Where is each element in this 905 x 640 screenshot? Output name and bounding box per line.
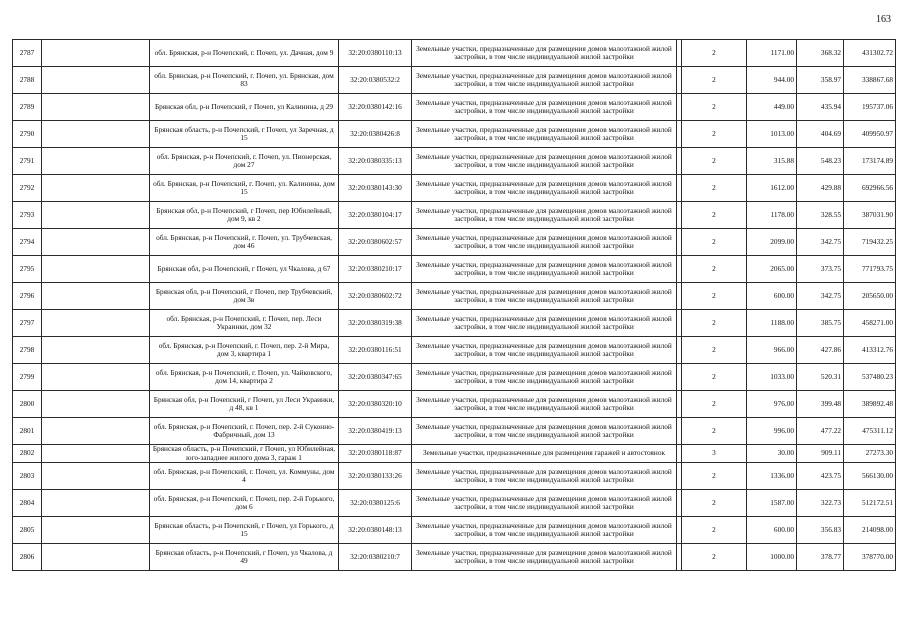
row-address: Брянская обл, р-н Почепский, г Почеп, пер Трубчевский, дом 3в xyxy=(150,283,339,310)
row-cadastral-value: 512172.51 xyxy=(844,490,896,517)
row-address: обл. Брянская, р-н Почепский, г. Почеп, пер. 2-й Суконно-Фабричный, дом 13 xyxy=(150,418,339,445)
row-number: 2803 xyxy=(13,463,42,490)
row-rate: 378.77 xyxy=(797,544,844,571)
row-land-use: Земельные участки, предназначенные для размещения домов малоэтажной жилой застройки, в том числе индивидуальной жилой застройки xyxy=(412,229,677,256)
row-cadastral-number: 32:20:0380210:17 xyxy=(339,256,412,283)
row-category: 2 xyxy=(682,175,747,202)
row-spacer xyxy=(42,337,150,364)
row-number: 2787 xyxy=(13,40,42,67)
row-spacer xyxy=(42,94,150,121)
row-cadastral-value: 173174.89 xyxy=(844,148,896,175)
table-row xyxy=(13,310,896,337)
row-cadastral-number: 32:20:0380602:72 xyxy=(339,283,412,310)
row-area: 1000.00 xyxy=(747,544,797,571)
row-cadastral-number: 32:20:0380319:38 xyxy=(339,310,412,337)
row-address: Брянская область, р-н Почепский, г Почеп, ул Чкалова, д 49 xyxy=(150,544,339,571)
row-land-use: Земельные участки, предназначенные для размещения гаражей и автостоянок xyxy=(412,445,677,463)
table-row xyxy=(13,463,896,490)
row-cadastral-value: 537480.23 xyxy=(844,364,896,391)
row-cadastral-value: 387031.90 xyxy=(844,202,896,229)
row-spacer xyxy=(42,463,150,490)
row-category: 2 xyxy=(682,517,747,544)
row-land-use: Земельные участки, предназначенные для размещения домов малоэтажной жилой застройки, в том числе индивидуальной жилой застройки xyxy=(412,391,677,418)
row-area: 315.88 xyxy=(747,148,797,175)
row-area: 600.00 xyxy=(747,283,797,310)
row-area: 1587.00 xyxy=(747,490,797,517)
row-rate: 427.86 xyxy=(797,337,844,364)
row-rate: 477.22 xyxy=(797,418,844,445)
row-number: 2789 xyxy=(13,94,42,121)
row-spacer xyxy=(42,67,150,94)
row-area: 1188.00 xyxy=(747,310,797,337)
row-area: 1013.00 xyxy=(747,121,797,148)
row-area: 1336.00 xyxy=(747,463,797,490)
row-cadastral-value: 719432.25 xyxy=(844,229,896,256)
row-rate: 423.75 xyxy=(797,463,844,490)
row-land-use: Земельные участки, предназначенные для размещения домов малоэтажной жилой застройки, в том числе индивидуальной жилой застройки xyxy=(412,121,677,148)
row-cadastral-value: 431302.72 xyxy=(844,40,896,67)
table-row xyxy=(13,544,896,571)
row-area: 966.00 xyxy=(747,337,797,364)
row-rate: 342.75 xyxy=(797,229,844,256)
table-row xyxy=(13,391,896,418)
row-land-use: Земельные участки, предназначенные для размещения домов малоэтажной жилой застройки, в том числе индивидуальной жилой застройки xyxy=(412,544,677,571)
row-spacer xyxy=(42,364,150,391)
row-cadastral-number: 32:20:0380133:26 xyxy=(339,463,412,490)
row-spacer xyxy=(42,148,150,175)
row-rate: 435.94 xyxy=(797,94,844,121)
row-number: 2797 xyxy=(13,310,42,337)
row-number: 2798 xyxy=(13,337,42,364)
table-row xyxy=(13,148,896,175)
table-row xyxy=(13,67,896,94)
row-cadastral-number: 32:20:0380110:13 xyxy=(339,40,412,67)
row-land-use: Земельные участки, предназначенные для размещения домов малоэтажной жилой застройки, в том числе индивидуальной жилой застройки xyxy=(412,94,677,121)
page-number: 163 xyxy=(876,14,891,25)
row-category: 3 xyxy=(682,445,747,463)
row-number: 2806 xyxy=(13,544,42,571)
row-cadastral-value: 413312.76 xyxy=(844,337,896,364)
row-address: обл. Брянская, р-н Почепский, г. Почеп, ул. Коммуны, дом 4 xyxy=(150,463,339,490)
table-row xyxy=(13,40,896,67)
row-number: 2800 xyxy=(13,391,42,418)
table-row xyxy=(13,364,896,391)
row-category: 2 xyxy=(682,121,747,148)
row-land-use: Земельные участки, предназначенные для размещения домов малоэтажной жилой застройки, в том числе индивидуальной жилой застройки xyxy=(412,418,677,445)
row-cadastral-number: 32:20:0380210:7 xyxy=(339,544,412,571)
row-area: 1178.00 xyxy=(747,202,797,229)
row-spacer xyxy=(42,445,150,463)
row-spacer xyxy=(42,391,150,418)
row-category: 2 xyxy=(682,94,747,121)
row-cadastral-value: 566130.00 xyxy=(844,463,896,490)
table-row xyxy=(13,256,896,283)
row-number: 2801 xyxy=(13,418,42,445)
row-rate: 368.32 xyxy=(797,40,844,67)
row-cadastral-number: 32:20:0380118:87 xyxy=(339,445,412,463)
row-number: 2788 xyxy=(13,67,42,94)
row-address: обл. Брянская, р-н Почепский, г. Почеп, ул. Чайковского, дом 14, квартира 2 xyxy=(150,364,339,391)
row-cadastral-number: 32:20:0380602:57 xyxy=(339,229,412,256)
row-land-use: Земельные участки, предназначенные для размещения домов малоэтажной жилой застройки, в том числе индивидуальной жилой застройки xyxy=(412,310,677,337)
row-spacer xyxy=(42,283,150,310)
row-area: 2065.00 xyxy=(747,256,797,283)
table-row xyxy=(13,283,896,310)
row-category: 2 xyxy=(682,391,747,418)
row-rate: 373.75 xyxy=(797,256,844,283)
row-spacer xyxy=(42,121,150,148)
table-row xyxy=(13,94,896,121)
row-address: обл. Брянская, р-н Почепский, г. Почеп, ул. Трубчевская, дом 46 xyxy=(150,229,339,256)
row-address: обл. Брянская, р-н Почепский, г. Почеп, ул. Дачная, дом 9 xyxy=(150,40,339,67)
row-rate: 328.55 xyxy=(797,202,844,229)
row-address: обл. Брянская, р-н Почепский, г. Почеп, пер. 2-й Мира, дом 3, квартира 1 xyxy=(150,337,339,364)
row-area: 449.00 xyxy=(747,94,797,121)
row-land-use: Земельные участки, предназначенные для размещения домов малоэтажной жилой застройки, в том числе индивидуальной жилой застройки xyxy=(412,148,677,175)
row-cadastral-number: 32:20:0380532:2 xyxy=(339,67,412,94)
row-cadastral-value: 195737.06 xyxy=(844,94,896,121)
table-row xyxy=(13,202,896,229)
row-area: 1033.00 xyxy=(747,364,797,391)
row-area: 2099.00 xyxy=(747,229,797,256)
row-rate: 520.31 xyxy=(797,364,844,391)
row-number: 2790 xyxy=(13,121,42,148)
row-number: 2795 xyxy=(13,256,42,283)
row-cadastral-value: 475311.12 xyxy=(844,418,896,445)
row-cadastral-value: 214098.00 xyxy=(844,517,896,544)
row-address: Брянская область, р-н Почепский, г Почеп, ул Заречная, д 15 xyxy=(150,121,339,148)
row-spacer xyxy=(42,40,150,67)
row-cadastral-number: 32:20:0380125:6 xyxy=(339,490,412,517)
row-cadastral-value: 27273.30 xyxy=(844,445,896,463)
row-cadastral-value: 205650.00 xyxy=(844,283,896,310)
row-spacer xyxy=(42,418,150,445)
row-cadastral-value: 409950.97 xyxy=(844,121,896,148)
row-spacer xyxy=(42,490,150,517)
row-cadastral-value: 378770.00 xyxy=(844,544,896,571)
row-land-use: Земельные участки, предназначенные для размещения домов малоэтажной жилой застройки, в том числе индивидуальной жилой застройки xyxy=(412,283,677,310)
row-rate: 358.97 xyxy=(797,67,844,94)
row-cadastral-number: 32:20:0380116:51 xyxy=(339,337,412,364)
row-cadastral-number: 32:20:0380335:13 xyxy=(339,148,412,175)
row-area: 30.00 xyxy=(747,445,797,463)
row-rate: 548.23 xyxy=(797,148,844,175)
table-body xyxy=(13,40,896,571)
table-row xyxy=(13,445,896,463)
row-category: 2 xyxy=(682,67,747,94)
row-land-use: Земельные участки, предназначенные для размещения домов малоэтажной жилой застройки, в том числе индивидуальной жилой застройки xyxy=(412,202,677,229)
row-category: 2 xyxy=(682,463,747,490)
row-land-use: Земельные участки, предназначенные для размещения домов малоэтажной жилой застройки, в том числе индивидуальной жилой застройки xyxy=(412,517,677,544)
row-land-use: Земельные участки, предназначенные для размещения домов малоэтажной жилой застройки, в том числе индивидуальной жилой застройки xyxy=(412,67,677,94)
row-category: 2 xyxy=(682,40,747,67)
row-cadastral-number: 32:20:0380320:10 xyxy=(339,391,412,418)
row-cadastral-value: 692966.56 xyxy=(844,175,896,202)
row-spacer xyxy=(42,256,150,283)
row-spacer xyxy=(42,310,150,337)
row-area: 996.00 xyxy=(747,418,797,445)
table-row xyxy=(13,229,896,256)
row-cadastral-value: 458271.00 xyxy=(844,310,896,337)
row-cadastral-value: 389892.48 xyxy=(844,391,896,418)
row-address: Брянская область, р-н Почепский, г Почеп, ул Юбилейная, юго-западнее жилого дома 3, гараж 1 xyxy=(150,445,339,463)
row-spacer xyxy=(42,229,150,256)
row-land-use: Земельные участки, предназначенные для размещения домов малоэтажной жилой застройки, в том числе индивидуальной жилой застройки xyxy=(412,256,677,283)
row-address: Брянская обл, р-н Почепский, г Почеп, ул Чкалова, д 67 xyxy=(150,256,339,283)
row-spacer xyxy=(42,517,150,544)
row-number: 2802 xyxy=(13,445,42,463)
row-category: 2 xyxy=(682,229,747,256)
row-category: 2 xyxy=(682,490,747,517)
row-cadastral-number: 32:20:0380426:8 xyxy=(339,121,412,148)
row-rate: 385.75 xyxy=(797,310,844,337)
row-spacer xyxy=(42,175,150,202)
row-category: 2 xyxy=(682,418,747,445)
row-rate: 356.83 xyxy=(797,517,844,544)
row-category: 2 xyxy=(682,256,747,283)
row-number: 2804 xyxy=(13,490,42,517)
row-number: 2796 xyxy=(13,283,42,310)
row-area: 1612.00 xyxy=(747,175,797,202)
row-land-use: Земельные участки, предназначенные для размещения домов малоэтажной жилой застройки, в том числе индивидуальной жилой застройки xyxy=(412,364,677,391)
row-address: обл. Брянская, р-н Почепский, г. Почеп, пер. 2-й Горького, дом 6 xyxy=(150,490,339,517)
row-land-use: Земельные участки, предназначенные для размещения домов малоэтажной жилой застройки, в том числе индивидуальной жилой застройки xyxy=(412,463,677,490)
row-cadastral-value: 338867.68 xyxy=(844,67,896,94)
table-row xyxy=(13,418,896,445)
row-area: 976.00 xyxy=(747,391,797,418)
row-rate: 429.88 xyxy=(797,175,844,202)
row-cadastral-value: 771793.75 xyxy=(844,256,896,283)
row-spacer xyxy=(42,202,150,229)
row-category: 2 xyxy=(682,310,747,337)
row-address: обл. Брянская, р-н Почепский, г. Почеп, ул. Брянская, дом 83 xyxy=(150,67,339,94)
land-register-table xyxy=(12,39,896,571)
row-land-use: Земельные участки, предназначенные для размещения домов малоэтажной жилой застройки, в том числе индивидуальной жилой застройки xyxy=(412,175,677,202)
row-number: 2794 xyxy=(13,229,42,256)
row-number: 2793 xyxy=(13,202,42,229)
row-number: 2799 xyxy=(13,364,42,391)
table-row xyxy=(13,337,896,364)
row-category: 2 xyxy=(682,544,747,571)
row-category: 2 xyxy=(682,337,747,364)
row-rate: 322.73 xyxy=(797,490,844,517)
row-rate: 909.11 xyxy=(797,445,844,463)
row-area: 944.00 xyxy=(747,67,797,94)
row-spacer xyxy=(42,544,150,571)
row-cadastral-number: 32:20:0380142:16 xyxy=(339,94,412,121)
row-cadastral-number: 32:20:0380143:30 xyxy=(339,175,412,202)
row-address: Брянская обл, р-н Почепский, г Почеп, ул Леси Украинки, д 48, кв 1 xyxy=(150,391,339,418)
table-row xyxy=(13,121,896,148)
row-number: 2791 xyxy=(13,148,42,175)
row-land-use: Земельные участки, предназначенные для размещения домов малоэтажной жилой застройки, в том числе индивидуальной жилой застройки xyxy=(412,337,677,364)
row-category: 2 xyxy=(682,202,747,229)
row-category: 2 xyxy=(682,148,747,175)
row-area: 600.00 xyxy=(747,517,797,544)
row-address: Брянская обл, р-н Почепский, г Почеп, пер Юбилейный, дом 9, кв 2 xyxy=(150,202,339,229)
row-cadastral-number: 32:20:0380347:65 xyxy=(339,364,412,391)
row-address: обл. Брянская, р-н Почепский, г. Почеп, пер. Леси Украинки, дом 32 xyxy=(150,310,339,337)
row-number: 2805 xyxy=(13,517,42,544)
row-cadastral-number: 32:20:0380148:13 xyxy=(339,517,412,544)
table-row xyxy=(13,490,896,517)
row-cadastral-number: 32:20:0380419:13 xyxy=(339,418,412,445)
row-land-use: Земельные участки, предназначенные для размещения домов малоэтажной жилой застройки, в том числе индивидуальной жилой застройки xyxy=(412,490,677,517)
row-land-use: Земельные участки, предназначенные для размещения домов малоэтажной жилой застройки, в том числе индивидуальной жилой застройки xyxy=(412,40,677,67)
row-category: 2 xyxy=(682,283,747,310)
row-area: 1171.00 xyxy=(747,40,797,67)
row-cadastral-number: 32:20:0380104:17 xyxy=(339,202,412,229)
row-address: Брянская обл, р-н Почепский, г Почеп, ул Калинина, д 29 xyxy=(150,94,339,121)
row-address: Брянская область, р-н Почепский, г Почеп, ул Горького, д 15 xyxy=(150,517,339,544)
row-rate: 404.69 xyxy=(797,121,844,148)
row-address: обл. Брянская, р-н Почепский, г. Почеп, ул. Калинина, дом 15 xyxy=(150,175,339,202)
row-address: обл. Брянская, р-н Почепский, г. Почеп, ул. Пионерская, дом 27 xyxy=(150,148,339,175)
table-row xyxy=(13,517,896,544)
row-rate: 399.48 xyxy=(797,391,844,418)
row-category: 2 xyxy=(682,364,747,391)
table-row xyxy=(13,175,896,202)
row-rate: 342.75 xyxy=(797,283,844,310)
row-number: 2792 xyxy=(13,175,42,202)
